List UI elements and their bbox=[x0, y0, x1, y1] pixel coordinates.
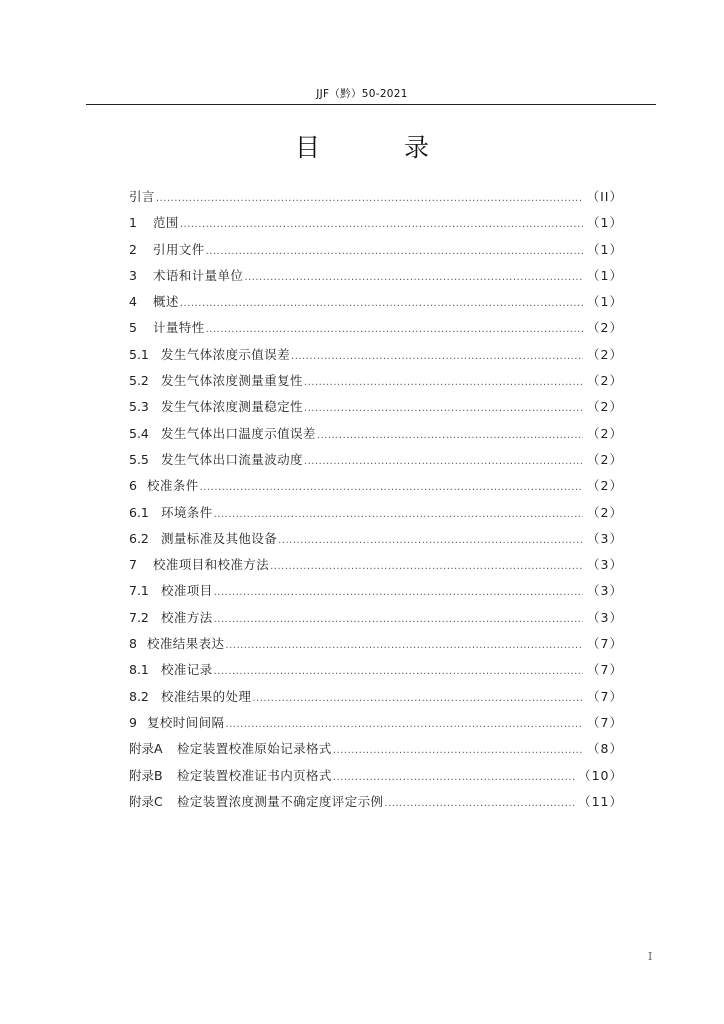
toc-leader-dots bbox=[225, 719, 583, 730]
toc-leader-dots bbox=[214, 666, 583, 677]
toc-leader-dots bbox=[180, 219, 583, 230]
toc-entry-page: （2） bbox=[587, 399, 623, 415]
toc-entry-number: 7 bbox=[129, 557, 137, 573]
toc-entry[interactable] bbox=[129, 371, 623, 397]
toc-entry-title: 校准结果表达 bbox=[147, 636, 225, 652]
toc-entry-page: （3） bbox=[587, 609, 623, 625]
toc-entry-title: 环境条件 bbox=[161, 504, 213, 520]
toc-entry-number: 5.4 bbox=[129, 425, 149, 441]
toc-entry-title: 检定装置浓度测量不确定度评定示例 bbox=[177, 793, 384, 809]
toc-entry-title: 测量标准及其他设备 bbox=[161, 530, 278, 546]
toc-leader-dots bbox=[225, 640, 583, 651]
toc-leader-dots bbox=[206, 324, 583, 335]
toc-leader-dots bbox=[278, 535, 583, 546]
toc-entry-number: 5.2 bbox=[129, 373, 149, 389]
toc-entry-number: 5.5 bbox=[129, 451, 149, 467]
toc-entry[interactable] bbox=[129, 266, 623, 292]
toc-leader-dots bbox=[206, 246, 583, 257]
toc-entry-page: （3） bbox=[587, 530, 623, 546]
toc-entry-number: 3 bbox=[129, 267, 137, 283]
toc-entry-title: 发生气体浓度测量重复性 bbox=[161, 373, 303, 389]
toc-entry-number: 5 bbox=[129, 320, 137, 336]
toc-entry-page: （1） bbox=[587, 215, 623, 231]
toc-entry[interactable] bbox=[129, 187, 623, 213]
toc-entry-page: （2） bbox=[587, 346, 623, 362]
toc-entry-title: 校准项目和校准方法 bbox=[153, 557, 270, 573]
toc-entry-page: （11） bbox=[578, 793, 623, 809]
toc-entry-number: 5.3 bbox=[129, 399, 149, 415]
toc-entry[interactable] bbox=[129, 555, 623, 581]
toc-entry-title: 校准方法 bbox=[161, 609, 213, 625]
toc-entry[interactable] bbox=[129, 213, 623, 239]
toc-leader-dots bbox=[214, 509, 583, 520]
toc-entry-page: （2） bbox=[587, 451, 623, 467]
toc-entry[interactable] bbox=[129, 476, 623, 502]
toc-entry-title: 发生气体浓度示值误差 bbox=[161, 346, 291, 362]
toc-entry-page: （3） bbox=[587, 583, 623, 599]
toc-entry-number: 6.1 bbox=[129, 504, 149, 520]
toc-entry[interactable] bbox=[129, 792, 623, 818]
toc-entry-number: 7.1 bbox=[129, 583, 149, 599]
toc-entry-title: 发生气体出口流量波动度 bbox=[161, 451, 303, 467]
toc-leader-dots bbox=[384, 798, 574, 809]
toc-entry-page: （2） bbox=[587, 320, 623, 336]
toc-leader-dots bbox=[333, 745, 583, 756]
toc-entry-page: （3） bbox=[587, 557, 623, 573]
toc-entry-number: 附录C bbox=[129, 793, 163, 809]
toc-entry-page: （2） bbox=[587, 478, 623, 494]
toc-entry-number: 7.2 bbox=[129, 609, 149, 625]
toc-entry-page: （7） bbox=[587, 662, 623, 678]
toc-leader-dots bbox=[200, 482, 583, 493]
toc-entry-page: （7） bbox=[587, 714, 623, 730]
toc-entry-number: 2 bbox=[129, 241, 137, 257]
toc-entry-title: 概述 bbox=[153, 294, 179, 310]
toc-leader-dots bbox=[214, 614, 583, 625]
toc-leader-dots bbox=[317, 430, 583, 441]
document-code-header: JJF（黔）50-2021 bbox=[316, 88, 408, 100]
toc-leader-dots bbox=[333, 772, 574, 783]
toc-leader-dots bbox=[244, 272, 583, 283]
toc-leader-dots bbox=[270, 561, 583, 572]
toc-entry-number: 1 bbox=[129, 215, 137, 231]
toc-entry-title: 校准记录 bbox=[161, 662, 213, 678]
page-title: 目 录 bbox=[295, 133, 467, 162]
toc-entry-number: 4 bbox=[129, 294, 137, 310]
toc-entry-page: （8） bbox=[587, 741, 623, 757]
toc-leader-dots bbox=[304, 403, 583, 414]
toc-entry[interactable] bbox=[129, 529, 623, 555]
toc-entry[interactable] bbox=[129, 739, 623, 765]
toc-entry-number: 6.2 bbox=[129, 530, 149, 546]
toc-entry[interactable] bbox=[129, 713, 623, 739]
toc-entry-title: 发生气体出口温度示值误差 bbox=[161, 425, 316, 441]
toc-entry-page: （II） bbox=[586, 189, 623, 204]
toc-entry-title: 校准结果的处理 bbox=[161, 688, 252, 704]
toc-entry[interactable] bbox=[129, 766, 623, 792]
toc-entry-number: 8.1 bbox=[129, 662, 149, 678]
toc-entry[interactable] bbox=[129, 424, 623, 450]
toc-entry-page: （7） bbox=[587, 636, 623, 652]
toc-entry[interactable] bbox=[129, 345, 623, 371]
toc-entry-title: 术语和计量单位 bbox=[153, 267, 244, 283]
toc-entry[interactable] bbox=[129, 240, 623, 266]
toc-entry-number: 8 bbox=[129, 636, 137, 652]
toc-entry[interactable] bbox=[129, 634, 623, 660]
toc-entry-page: （7） bbox=[587, 688, 623, 704]
toc-entry-number: 8.2 bbox=[129, 688, 149, 704]
toc-entry[interactable] bbox=[129, 318, 623, 344]
toc-entry-page: （1） bbox=[587, 267, 623, 283]
toc-leader-dots bbox=[156, 193, 583, 204]
toc-entry-page: （10） bbox=[578, 767, 623, 783]
toc-entry-title: 引言 bbox=[129, 189, 155, 204]
toc-leader-dots bbox=[304, 377, 583, 388]
toc-entry-number: 附录B bbox=[129, 767, 163, 783]
toc-entry-page: （2） bbox=[587, 504, 623, 520]
table-of-contents bbox=[129, 187, 623, 818]
toc-entry-title: 引用文件 bbox=[153, 241, 205, 257]
toc-entry-number: 9 bbox=[129, 714, 137, 730]
toc-entry[interactable] bbox=[129, 503, 623, 529]
toc-entry-page: （1） bbox=[587, 241, 623, 257]
toc-entry[interactable] bbox=[129, 581, 623, 607]
toc-entry[interactable] bbox=[129, 292, 623, 318]
toc-entry-page: （2） bbox=[587, 425, 623, 441]
toc-entry[interactable] bbox=[129, 450, 623, 476]
toc-entry-title: 校准条件 bbox=[147, 478, 199, 494]
toc-entry-title: 范围 bbox=[153, 215, 179, 231]
toc-entry-title: 检定装置校准证书内页格式 bbox=[177, 767, 332, 783]
toc-entry-number: 5.1 bbox=[129, 346, 149, 362]
toc-entry-number: 6 bbox=[129, 478, 137, 494]
toc-leader-dots bbox=[252, 693, 583, 704]
page-number: I bbox=[648, 950, 653, 963]
toc-entry-page: （1） bbox=[587, 294, 623, 310]
toc-leader-dots bbox=[304, 456, 583, 467]
header-rule bbox=[86, 104, 656, 105]
toc-entry[interactable] bbox=[129, 687, 623, 713]
toc-entry-title: 复校时间间隔 bbox=[147, 714, 225, 730]
toc-leader-dots bbox=[180, 298, 583, 309]
toc-entry-title: 发生气体浓度测量稳定性 bbox=[161, 399, 303, 415]
toc-leader-dots bbox=[214, 587, 583, 598]
toc-entry[interactable] bbox=[129, 660, 623, 686]
toc-entry[interactable] bbox=[129, 397, 623, 423]
toc-entry-title: 计量特性 bbox=[153, 320, 205, 336]
toc-leader-dots bbox=[291, 351, 583, 362]
toc-entry-title: 检定装置校准原始记录格式 bbox=[177, 741, 332, 757]
toc-entry-number: 附录A bbox=[129, 741, 163, 757]
toc-entry-page: （2） bbox=[587, 373, 623, 389]
toc-entry[interactable] bbox=[129, 608, 623, 634]
toc-entry-title: 校准项目 bbox=[161, 583, 213, 599]
